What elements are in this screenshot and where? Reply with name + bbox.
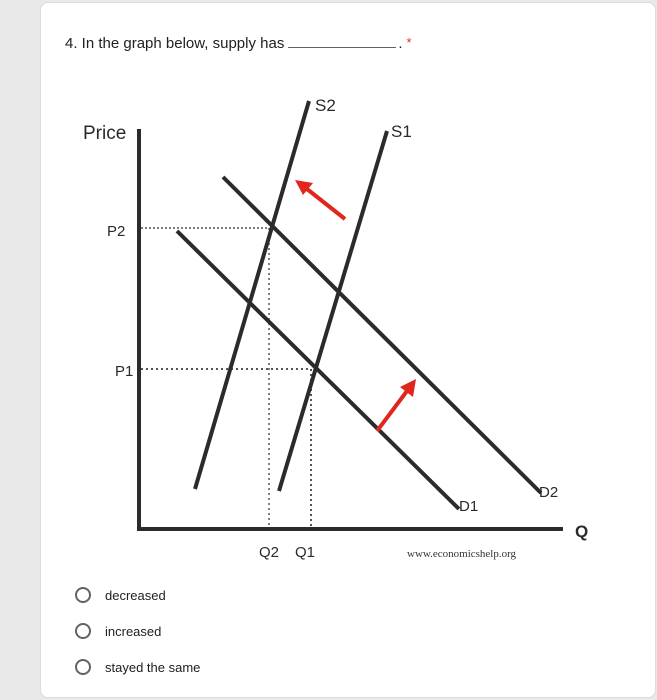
radio-button[interactable] [75,623,91,639]
required-asterisk: * [406,35,412,50]
answer-blank [288,35,396,48]
s1-label: S1 [391,122,412,141]
q2-label: Q2 [259,544,280,561]
shift-arrow-supply [295,180,345,219]
quantity-axis-label: Q [575,522,589,541]
supply-demand-graph [71,91,631,571]
answer-options [75,577,200,685]
q1-label: Q1 [295,544,316,561]
question-text [65,35,412,52]
s2-curve [195,101,309,489]
d2-label: D2 [539,484,559,501]
d1-label: D1 [459,498,479,515]
option-label: increased [105,623,162,639]
p2-label: P2 [107,223,126,240]
watermark: www.economicshelp.org [407,548,517,560]
option-label: stayed the same [105,659,201,675]
s1-curve [279,131,387,491]
option-label: decreased [105,587,166,603]
question-prompt: 4. In the graph below, supply has [65,35,285,52]
d2-curve [223,177,541,493]
option-decreased[interactable] [75,577,200,613]
option-stayed-the-same[interactable] [75,649,200,685]
s2-label: S2 [315,96,336,115]
radio-button[interactable] [75,587,91,603]
question-card [40,2,656,698]
option-increased[interactable] [75,613,200,649]
price-axis-label: Price [83,123,127,144]
radio-button[interactable] [75,659,91,675]
shift-arrow-demand [377,379,416,431]
question-period: . [398,35,403,52]
p1-label: P1 [115,363,134,380]
